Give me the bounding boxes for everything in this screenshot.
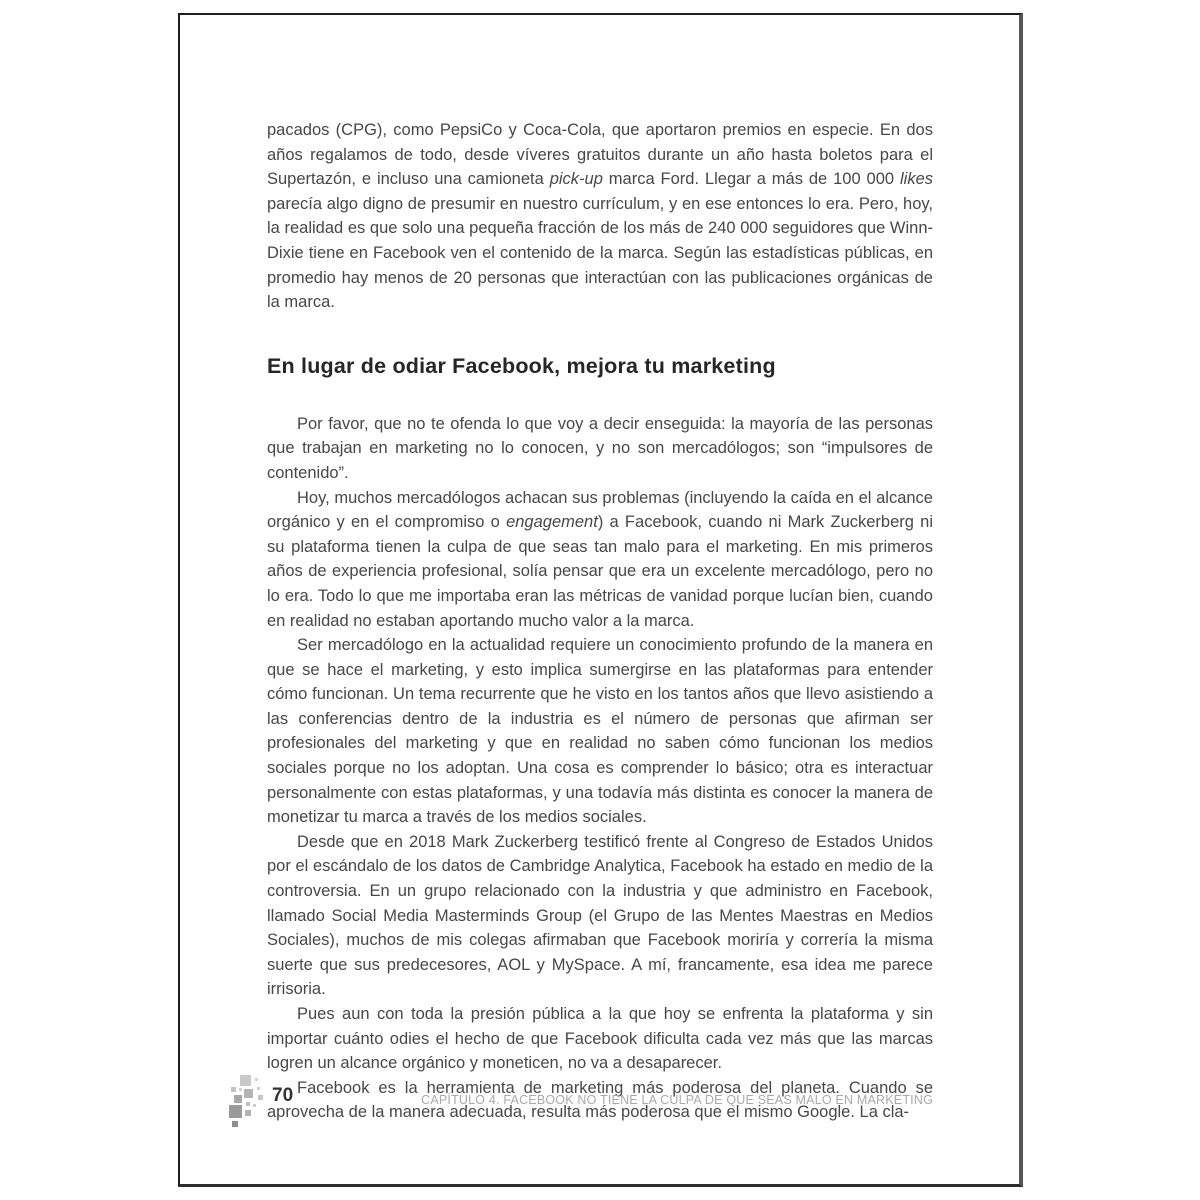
paragraph xyxy=(267,633,933,830)
text-run: ) a Facebook, cuando ni Mark Zuckerberg ni su plataforma tienen la culpa de que seas tan malo para el marketing. En mis primeros años de experiencia profesional, solía pensar que era un excelente mercadólogo, pero no lo era. Todo lo que me importaba eran las métricas de vanidad porque lucían bien, cuando en realidad no estaban aportando mucho valor a la marca. xyxy=(267,513,933,630)
paragraph-continuation xyxy=(267,118,933,315)
page-body xyxy=(267,118,933,1125)
page-footer xyxy=(228,1073,933,1137)
paragraph xyxy=(267,412,933,486)
text-run: pacados (CPG), como PepsiCo y Coca-Cola, que aportaron premios en especie. En dos años regalamos de todo, desde víveres gratuitos durante un año hasta boletos para el Supertazón, e incluso una camioneta xyxy=(267,121,933,189)
text-run: Ser mercadólogo en la actualidad requiere un conocimiento profundo de la manera en que se hace el marketing, y esto implica sumergirse en las plataformas para entender cómo funcionan. Un tema recurrente que he visto en los tantos años que llevo asistiendo a las conferencias dentro de la industria es el número de personas que afirman ser profesionales del marketing y que en realidad no saben cómo funcionan los medios sociales porque no los adoptan. Una cosa es comprender lo básico; otra es interactuar personalmente con estas plataformas, y una todavía más distinta es conocer la manera de monetizar tu marca a través de los medios sociales. xyxy=(267,636,933,827)
text-run-italic: engagement xyxy=(506,513,598,532)
pixel-cluster-icon xyxy=(228,1075,266,1132)
paragraph xyxy=(267,1002,933,1076)
running-chapter-title: CAPÍTULO 4. FACEBOOK NO TIENE LA CULPA DE QUE SEAS MALO EN MARKETING xyxy=(421,1093,933,1107)
book-page xyxy=(178,13,1023,1187)
text-run: Pues aun con toda la presión pública a la que hoy se enfrenta la plataforma y sin importar cuánto odies el hecho de que Facebook dificulta cada vez más que las marcas logren un alcance orgánico y moneticen, no va a desaparecer. xyxy=(267,1005,933,1073)
text-run: Facebook es la herramienta de marketing más poderosa del planeta. Cuando se aprovecha de la manera adecuada, resulta más poderosa que el mismo Google. La cla- xyxy=(267,1078,933,1122)
text-run: marca Ford. Llegar a más de 100 000 xyxy=(602,170,900,189)
text-run: Por favor, que no te ofenda lo que voy a decir enseguida: la mayoría de las personas que trabajan en marketing no lo conocen, y no son mercadólogos; son “impulsores de contenido”. xyxy=(267,414,933,482)
text-run-italic: likes xyxy=(899,170,933,189)
paragraph xyxy=(267,486,933,634)
text-run: Hoy, muchos mercadólogos achacan sus problemas (incluyendo la caída en el alcance orgánico y en el compromiso o xyxy=(267,488,933,532)
paragraph xyxy=(267,830,933,1002)
section-heading: En lugar de odiar Facebook, mejora tu marketing xyxy=(267,353,776,378)
text-run: Desde que en 2018 Mark Zuckerberg testificó frente al Congreso de Estados Unidos por el escándalo de los datos de Cambridge Analytica, Facebook ha estado en medio de la controversia. En un grupo relacionado con la industria y que administro en Facebook, llamado Social Media Masterminds Group (el Grupo de las Mentes Maestras en Medios Sociales), muchos de mis colegas afirmaban que Facebook moriría y correría la misma suerte que sus predecesores, AOL y MySpace. A mí, francamente, esa idea me parece irrisoria. xyxy=(267,832,933,999)
text-run: parecía algo digno de presumir en nuestro currículum, y en ese entonces lo era. Pero, hoy, la realidad es que solo una pequeña fracción de los más de 240 000 seguidores que Winn-Dixie tiene en Facebook ven el contenido de la marca. Según las estadísticas públicas, en promedio hay menos de 20 personas que interactúan con las publicaciones orgánicas de la marca. xyxy=(267,194,933,312)
text-run-italic: pick-up xyxy=(549,170,603,189)
page-number: 70 xyxy=(272,1085,294,1106)
